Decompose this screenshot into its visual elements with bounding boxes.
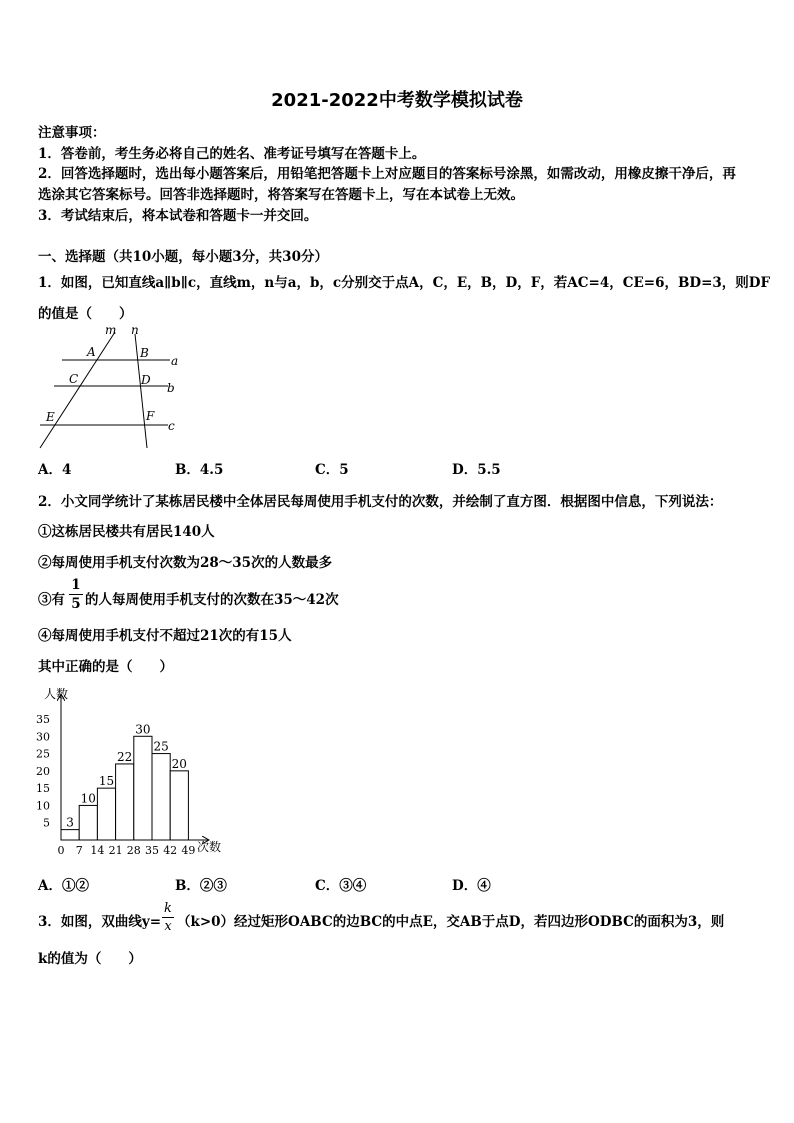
histogram-bar [170,771,188,840]
histogram-bar [116,764,134,840]
bar-value-label: 20 [171,756,187,771]
bar-value-label: 30 [135,722,151,737]
fig-label: F [146,409,155,423]
histogram-bar [134,736,152,840]
fig-label: m [105,323,117,337]
notice-item: 2．回答选择题时，选出每小题答案后，用铅笔把答题卡上对应题目的答案标号涂黑，如需改动，用橡皮擦干净后，再 [38,166,736,182]
question-2-text: 2．小文同学统计了某栋居民楼中全体居民每周使用手机支付的次数，并绘制了直方图．根据图中信息，下列说法： [38,494,723,510]
question-1-text-cont: 的值是（ ） [38,306,133,322]
notice-item: 选涂其它答案标号。回答非选择题时，将答案写在答题卡上，写在本试卷上无效。 [38,187,524,203]
q2-statement-3-suffix: 的人每周使用手机支付的次数在35～42次 [85,592,339,608]
fig-label: b [167,381,175,395]
q2-option-a: A．①② [38,878,89,894]
x-axis-label: 次数 [197,840,222,854]
x-tick-label: 21 [108,844,123,857]
question-3-text-suffix: （k>0）经过矩形OABC的边BC的中点E，交AB于点D，若四边形ODBC的面积为3，则 [177,914,725,930]
fraction-one-fifth [69,577,83,612]
histogram-bar [79,805,97,840]
bar-value-label: 25 [153,739,169,754]
section-heading: 一、选择题（共10小题，每小题3分，共30分） [38,249,328,265]
y-axis-label: 人数 [44,687,69,701]
fig-label: c [168,419,175,433]
q1-option-a: A．4 [38,462,72,478]
x-tick-label: 42 [163,844,178,857]
question-3-text-prefix: 3．如图，双曲线y= [38,914,162,930]
y-tick-label: 20 [36,764,50,778]
q1-option-d: D．5.5 [452,462,501,478]
q1-option-c: C．5 [315,462,349,478]
question-1-text: 1．如图，已知直线a∥b∥c，直线m，n与a，b，c分别交于点A，C，E，B，D，F，若AC=4，CE=6，BD=3，则DF [38,275,771,291]
fig-label: n [131,323,139,337]
x-tick-label: 0 [57,844,65,857]
y-tick-label: 35 [36,713,50,726]
bar-value-label: 10 [80,791,96,806]
y-tick-label: 5 [43,816,50,830]
q2-statement-4: ④每周使用手机支付不超过21次的有15人 [38,628,292,644]
y-tick-label: 10 [36,799,50,813]
fig-label: E [46,410,55,424]
q2-question: 其中正确的是（ ） [38,659,173,675]
fig-label: B [140,346,149,360]
fraction-k-over-x [162,901,174,934]
x-tick-label: 14 [90,844,105,857]
x-tick-label: 35 [145,844,159,857]
x-tick-label: 28 [126,844,141,857]
q1-option-b: B．4.5 [175,462,224,478]
parallel-lines-figure [34,322,184,452]
y-tick-label: 25 [36,747,50,761]
x-tick-label: 49 [181,844,196,857]
q2-option-b: B．②③ [175,878,227,894]
bar-value-label: 15 [98,774,115,789]
notice-item: 3．考试结束后，将本试卷和答题卡一并交回。 [38,208,318,224]
fig-label: D [141,373,151,387]
question-3-text-cont: k的值为（ ） [38,951,142,967]
q2-statement-3-prefix: ③有 [38,592,65,608]
fraction-numerator: k [164,901,172,916]
fraction-denominator: x [164,919,172,934]
fig-label: C [69,372,79,386]
bar-value-label: 3 [66,815,74,830]
q2-option-d: D．④ [452,878,491,894]
y-tick-label: 30 [36,730,50,744]
x-tick-label: 7 [75,844,83,857]
y-tick-label: 15 [36,782,50,796]
q2-statement-2: ②每周使用手机支付次数为28～35次的人数最多 [38,555,333,571]
histogram-bar [97,788,115,840]
histogram-bar [152,754,170,840]
fraction-numerator: 1 [71,577,81,593]
q2-option-c: C．③④ [315,878,367,894]
q2-statement-1: ①这栋居民楼共有居民140人 [38,524,215,540]
histogram-bar [61,830,79,840]
fig-label: A [87,345,96,359]
notice-heading: 注意事项： [38,125,106,141]
histogram-chart [30,683,240,858]
page-title: 2021-2022中考数学模拟试卷 [271,90,523,111]
bar-value-label: 22 [117,749,133,764]
notice-item: 1．答卷前，考生务必将自己的姓名、准考证号填写在答题卡上。 [38,146,426,162]
fig-label: a [171,354,179,368]
fraction-denominator: 5 [71,596,81,612]
